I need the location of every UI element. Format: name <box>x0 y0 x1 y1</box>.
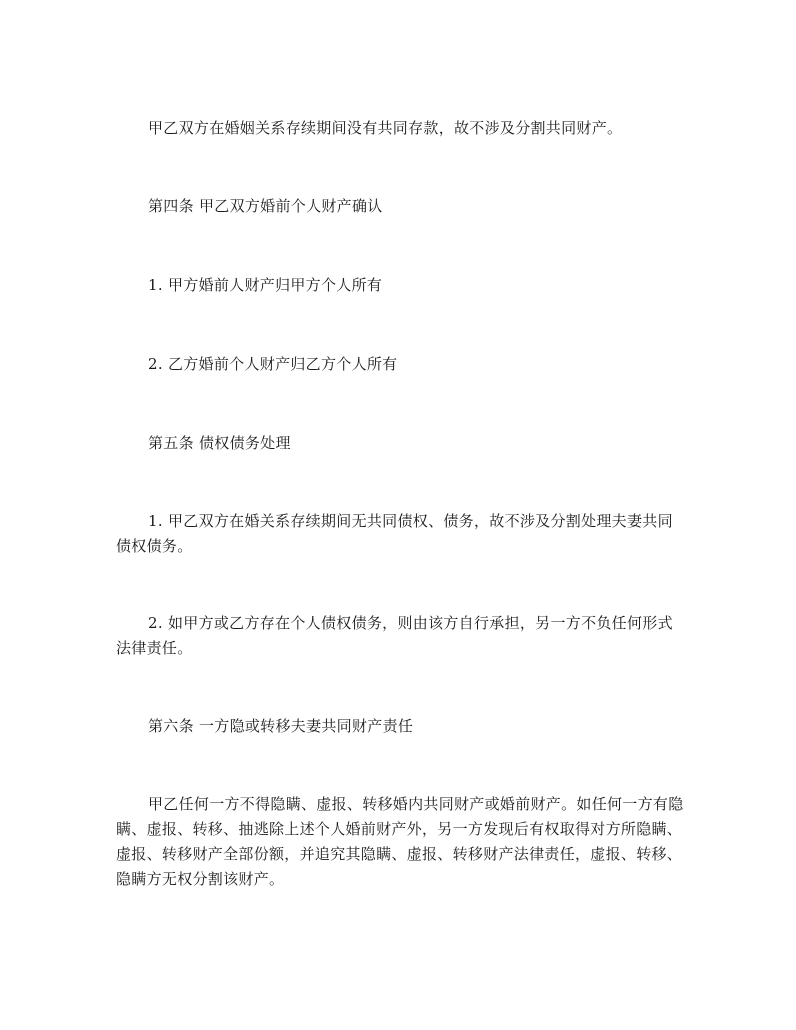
list-item-party-b-property: 2. 乙方婚前个人财产归乙方个人所有 <box>148 355 398 373</box>
heading-article-6: 第六条 一方隐或转移夫妻共同财产责任 <box>148 717 414 735</box>
list-item-personal-debts: 2. 如甲方或乙方存在个人债权债务，则由该方自行承担，另一方不负任何形式法律责任。 <box>116 614 673 657</box>
list-item-party-a-property: 1. 甲方婚前人财产归甲方个人所有 <box>148 276 383 294</box>
heading-article-5: 第五条 债权债务处理 <box>148 434 291 452</box>
list-item-no-joint-debts: 1. 甲乙双方在婚关系存续期间无共同债权、债务，故不涉及分割处理夫妻共同债权债务。 <box>116 512 673 555</box>
paragraph-concealment-liability: 甲乙任何一方不得隐瞒、虚报、转移婚内共同财产或婚前财产。如任何一方有隐瞒、虚报、转移、抽逃除上述个人婚前财产外，另一方发现后有权取得对方所隐瞒、虚报、转移财产全部份额，并追究其隐瞒、虚报、转移财产法律责任，虚报、转移、隐瞒方无权分割该财产。 <box>116 795 684 888</box>
paragraph-no-joint-savings: 甲乙双方在婚姻关系存续期间没有共同存款，故不涉及分割共同财产。 <box>148 119 623 137</box>
heading-article-4: 第四条 甲乙双方婚前个人财产确认 <box>148 197 383 215</box>
